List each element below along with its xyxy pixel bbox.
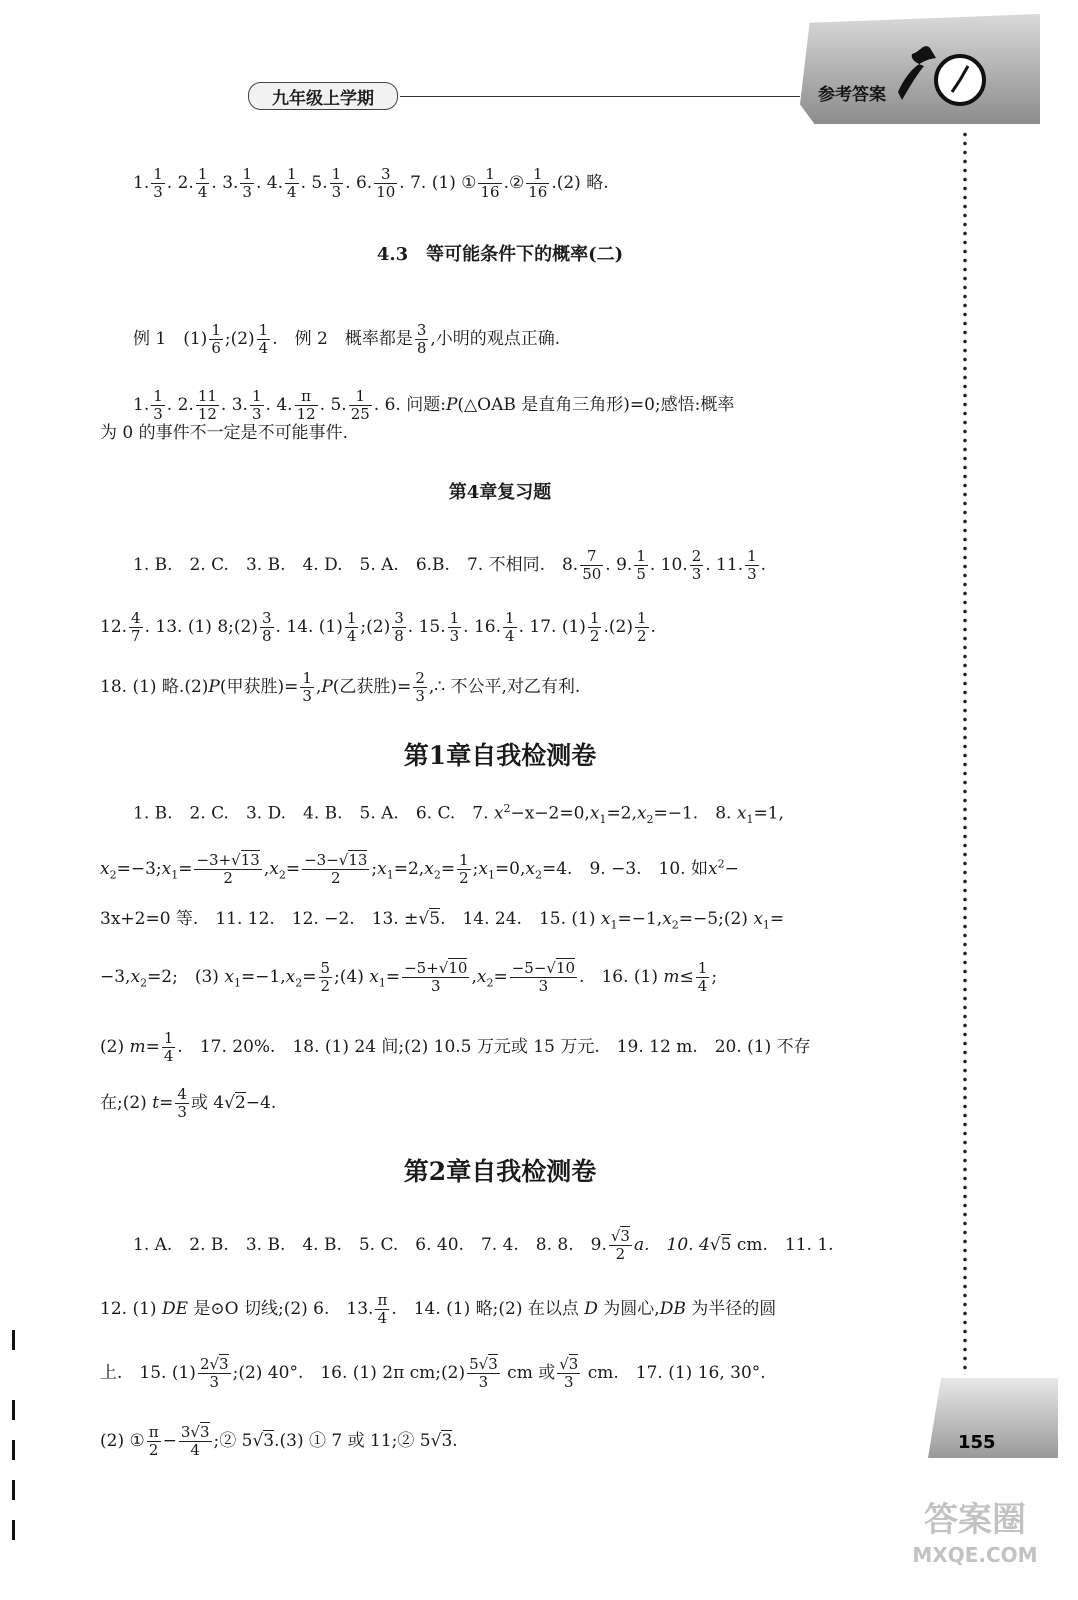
edge-mark: [12, 1330, 15, 1350]
edge-mark: [12, 1480, 15, 1500]
answer-line: (2) ① $\frac{\pi}{2}$ − $\frac{3√3}{4}$ ;② 5√3.(3) ① 7 或 11;② 5√3.: [100, 1423, 458, 1459]
grade-label: 九年级上学期: [248, 82, 398, 110]
answer-line: 为 0 的事件不一定是不可能事件.: [100, 423, 349, 443]
answer-line: 12. (1) DE 是⊙O 切线;(2) 6. 13. $\frac{\pi}{4}$ . 14. (1) 略;(2) 在以点 D 为圆心,DB 为半径的圆: [100, 1291, 777, 1327]
runner-compass-icon: [880, 30, 990, 120]
answers-label: 参考答案: [818, 85, 886, 105]
page-number: 155: [958, 1432, 996, 1453]
answer-line: 例 1 (1) $\frac{1}{6}$ ;(2) $\frac{1}{4}$ . 例 2 概率都是 $\frac{3}{8}$ ,小明的观点正确.: [133, 321, 561, 357]
answer-line: $x_2=-3;x_1=$ $\frac{-3+√13}{2}$ $,x_2=$ $\frac{-3-√13}{2}$ $;x_1=2,x_2=$ $\frac{1}{2}$ $;x_1=0,x_2=4$. 9. −3. 10. 如$x^2-$: [100, 851, 739, 887]
answer-line: 上. 15. (1) $\frac{2√3}{3}$ ;(2) 40°. 16. (1) 2π cm;(2) $\frac{5√3}{3}$ cm 或 $\frac{√3}{3}$ cm. 17. (1) 16, 30°.: [100, 1355, 766, 1391]
answer-line: 1. B. 2. C. 3. B. 4. D. 5. A. 6.B. 7. 不相同. 8. $\frac{7}{50}$ . 9. $\frac{1}{5}$ . 10. $\frac{2}{3}$ . 11. $\frac{1}{3}$ .: [133, 547, 767, 583]
answer-line: 在;(2) t= $\frac{4}{3}$ 或 4√2−4.: [100, 1085, 277, 1121]
section-title: 第4章复习题: [448, 482, 552, 503]
answer-line: 1. A. 2. B. 3. B. 4. B. 5. C. 6. 40. 7. 4. 8. 8. 9. $\frac{√3}{2}$ a. 10. 4√5 cm. 11. 1.: [133, 1227, 834, 1263]
answer-line: 12. $\frac{4}{7}$ . 13. (1) 8;(2) $\frac{3}{8}$ . 14. (1) $\frac{1}{4}$ ;(2) $\frac{3}{8}$ . 15. $\frac{1}{3}$ . 16. $\frac{1}{4}$ . 17. (1) $\frac{1}{2}$ .(2) $\frac{1}{2}$ .: [100, 609, 656, 645]
section-title: 第2章自我检测卷: [403, 1157, 597, 1186]
section-title: 第1章自我检测卷: [403, 741, 597, 770]
answer-line: 1. B. 2. C. 3. D. 4. B. 5. A. 6. C. 7. $x^2-x-2=0,x_1=2,x_2=-1$. 8. $x_1=1$,: [133, 802, 784, 827]
watermark: 答案圈 MXQE.COM: [912, 1500, 1038, 1567]
edge-mark: [12, 1520, 15, 1540]
answer-line: 1. $\frac{1}{3}$ . 2. $\frac{1}{4}$ . 3. $\frac{1}{3}$ . 4. $\frac{1}{4}$ . 5. $\frac{1}{3}$ . 6. $\frac{3}{10}$ . 7. (1) ① $\frac{1}{16}$ .② $\frac{1}{16}$ .(2) 略.: [133, 165, 609, 201]
answer-line: 3x+2=0 等. 11. 12. 12. −2. 13. ±√5. 14. 24. 15. (1) $x_1=-1,x_2=-5;(2)$ $x_1=$: [100, 909, 785, 932]
answer-line: $-3,x_2=2$; (3) $x_1=-1,x_2=$ $\frac{5}{2}$ ;(4) $x_1=$ $\frac{-5+√10}{3}$ $,x_2=$ $\frac{-5-√10}{3}$ . 16. (1) m≤ $\frac{1}{4}$ ;: [100, 959, 718, 995]
answer-line: 18. (1) 略.(2)P(甲获胜)= $\frac{1}{3}$ ,P(乙获胜)= $\frac{2}{3}$ ,∴ 不公平,对乙有利.: [100, 669, 581, 705]
header-rule: [400, 96, 800, 97]
answer-line: 1. $\frac{1}{3}$ . 2. $\frac{11}{12}$ . 3. $\frac{1}{3}$ . 4. $\frac{\pi}{12}$ . 5. $\frac{1}{25}$ . 6. 问题:P(△OAB 是直角三角形)=0;感悟:概率: [133, 387, 735, 423]
answer-line: (2) m= $\frac{1}{4}$ . 17. 20%. 18. (1) 24 间;(2) 10.5 万元或 15 万元. 19. 12 m. 20. (1) 不存: [100, 1029, 811, 1065]
dotted-margin: [963, 130, 967, 1375]
edge-mark: [12, 1440, 15, 1460]
edge-mark: [12, 1400, 15, 1420]
section-title: 4.3 等可能条件下的概率(二): [376, 244, 624, 265]
